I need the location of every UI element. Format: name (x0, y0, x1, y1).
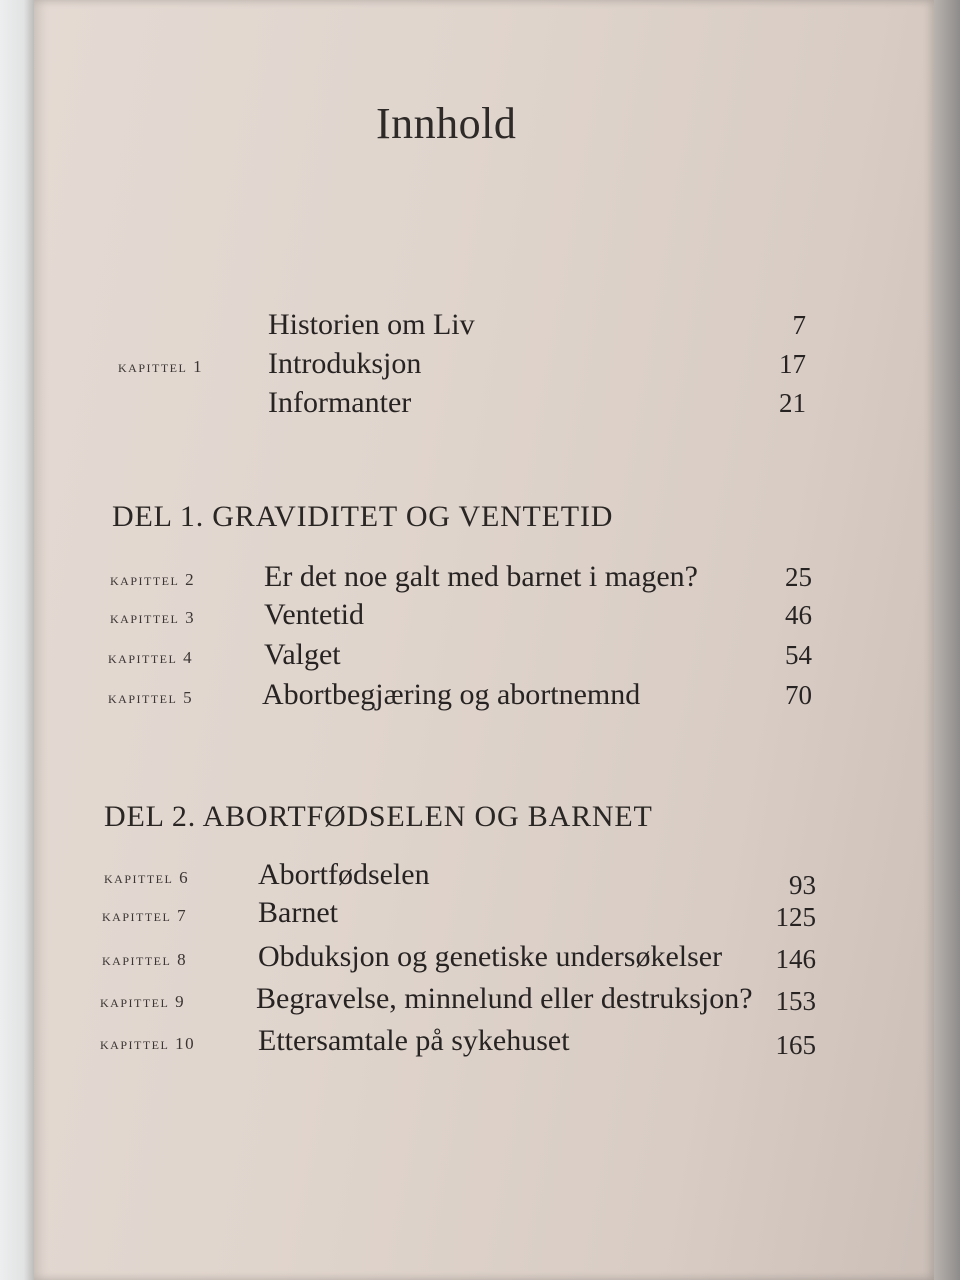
adjacent-page-edge (0, 0, 34, 1280)
toc-row (118, 308, 818, 348)
page-shadow-edge (934, 0, 960, 1280)
page-number: 93 (789, 870, 816, 900)
toc-row (110, 598, 820, 638)
page-number: 125 (775, 902, 816, 932)
chapter-label: kapittel 10 (100, 1034, 196, 1053)
chapter-title: Valget (264, 638, 341, 671)
page-number: 25 (785, 562, 812, 592)
chapter-title: Begravelse, minnelund eller destruksjon? (256, 982, 753, 1015)
chapter-title: Obduksjon og genetiske undersøkelser (258, 940, 723, 973)
chapter-label: kapittel 8 (102, 950, 188, 969)
toc-row (102, 896, 820, 936)
page-title: Innhold (376, 99, 517, 148)
chapter-title: Barnet (258, 896, 338, 929)
page-number: 70 (785, 680, 812, 710)
page-number: 7 (792, 310, 806, 340)
toc-row (102, 940, 820, 980)
chapter-label: kapittel 2 (110, 570, 196, 589)
chapter-title: Abortbegjæring og abortnemnd (262, 678, 641, 711)
chapter-label: kapittel 1 (118, 357, 204, 376)
chapter-title: Informanter (268, 386, 412, 419)
page-number: 146 (775, 944, 816, 974)
toc-row (104, 858, 820, 898)
toc-row (118, 386, 818, 426)
page-number: 165 (775, 1030, 816, 1060)
chapter-title: Abortfødselen (258, 858, 430, 891)
chapter-label: kapittel 7 (102, 906, 188, 925)
toc-row (100, 1024, 820, 1064)
chapter-label: kapittel 3 (110, 608, 196, 627)
toc-row (108, 678, 820, 718)
page-number: 153 (775, 986, 816, 1016)
part-heading: DEL 2. ABORTFØDSELEN OG BARNET (104, 800, 653, 833)
chapter-title: Er det noe galt med barnet i magen? (264, 560, 698, 593)
chapter-label: kapittel 4 (108, 648, 194, 667)
page-number: 54 (785, 640, 812, 670)
page-number: 17 (779, 349, 806, 379)
chapter-title: Introduksjon (268, 347, 422, 380)
chapter-label: kapittel 9 (100, 992, 186, 1011)
toc-row (110, 560, 820, 600)
chapter-label: kapittel 6 (104, 868, 190, 887)
toc-row (118, 347, 818, 387)
toc-row (100, 982, 820, 1022)
page-number: 46 (785, 600, 812, 630)
toc-row (108, 638, 820, 678)
chapter-title: Ventetid (264, 598, 364, 631)
page-number: 21 (779, 388, 806, 418)
part-heading: DEL 1. GRAVIDITET OG VENTETID (112, 500, 614, 533)
chapter-title: Historien om Liv (268, 308, 475, 341)
chapter-label: kapittel 5 (108, 688, 194, 707)
chapter-title: Ettersamtale på sykehuset (258, 1024, 570, 1057)
